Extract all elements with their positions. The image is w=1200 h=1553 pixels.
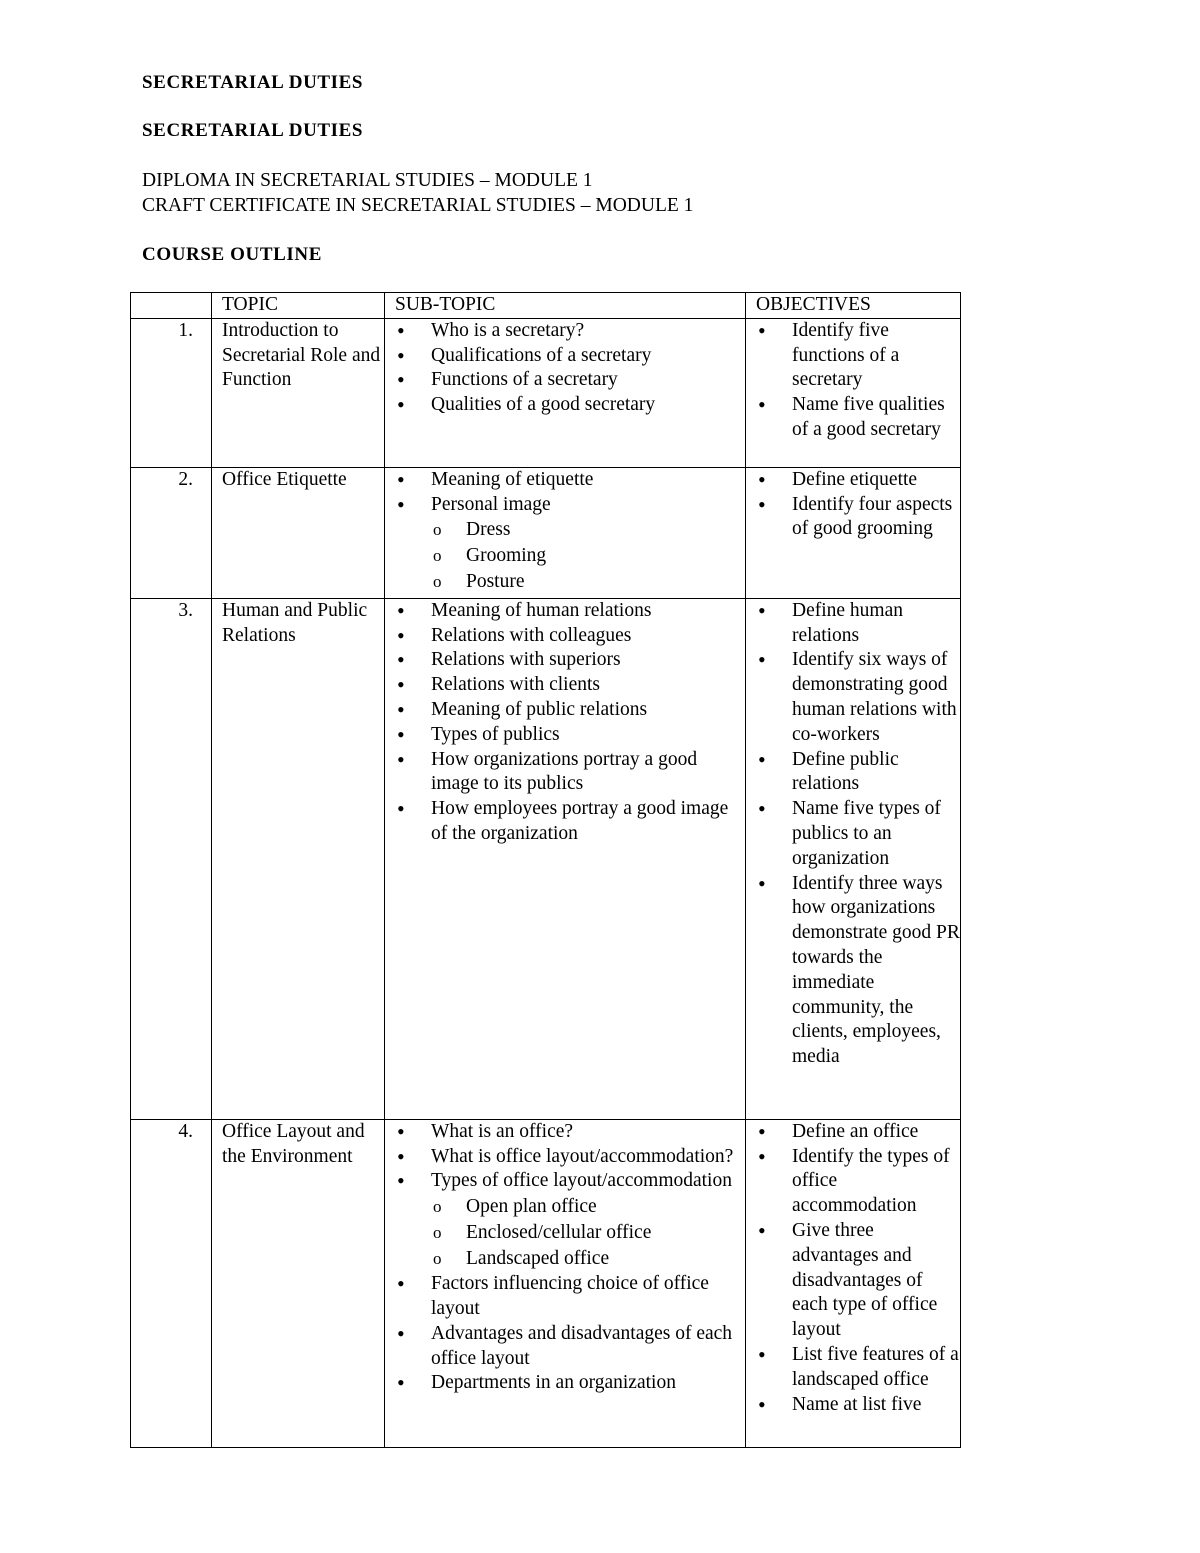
sub-subtopic-item: o Open plan office (395, 1194, 745, 1220)
objective-item: • Identify five functions of a secretary (756, 319, 960, 393)
subtopic-item: • Relations with superiors (395, 648, 745, 673)
subtopic-item: • Functions of a secretary (395, 368, 745, 393)
row-objectives (746, 318, 961, 467)
objective-item: • Identify the types of office accommodation (756, 1145, 960, 1219)
subtopic-item: • Meaning of public relations (395, 698, 745, 723)
sub-subtopic-item: o Dress (395, 517, 745, 543)
subtopic-item: • Meaning of human relations (395, 599, 745, 624)
row-objectives (746, 598, 961, 1119)
header-topic: TOPIC (212, 293, 385, 319)
subtopic-item: • Advantages and disadvantages of each office layout (395, 1322, 745, 1372)
subtopic-item: • Relations with clients (395, 673, 745, 698)
row-objectives (746, 467, 961, 598)
subtopic-item-label: Personal image (431, 493, 551, 515)
subtopic-item: • Types of publics (395, 723, 745, 748)
row-topic: Office Etiquette (212, 467, 385, 598)
program-line-craft: CRAFT CERTIFICATE IN SECRETARIAL STUDIES – MODULE 1 (142, 195, 694, 216)
subtopic-item: • What is office layout/accommodation? (395, 1145, 745, 1170)
objective-item: • Give three advantages and disadvantages of each type of office layout (756, 1219, 960, 1343)
row-topic: Office Layout and the Environment (212, 1119, 385, 1447)
table-header-row (131, 293, 961, 319)
subtopic-item: • Types of office layout/accommodation (395, 1169, 745, 1194)
objective-item: • Name five types of publics to an organization (756, 797, 960, 871)
subtopic-item: • Relations with colleagues (395, 624, 745, 649)
row-topic: Human and Public Relations (212, 598, 385, 1119)
subtopic-item: • Qualifications of a secretary (395, 344, 745, 369)
sub-subtopic-item: o Landscaped office (395, 1246, 745, 1272)
program-line-diploma: DIPLOMA IN SECRETARIAL STUDIES – MODULE 1 (142, 170, 593, 191)
objective-item: • Identify six ways of demonstrating good human relations with co-workers (756, 648, 960, 747)
subtopic-item: • Departments in an organization (395, 1371, 745, 1396)
sub-subtopic-item: o Grooming (395, 543, 745, 569)
subtopic-item (395, 493, 745, 518)
header-subtopic: SUB-TOPIC (385, 293, 746, 319)
row-subtopics (385, 1119, 746, 1447)
subtopic-item: • Factors influencing choice of office layout (395, 1272, 745, 1322)
header-number (131, 293, 212, 319)
subtopic-item: • Who is a secretary? (395, 319, 745, 344)
table-row (131, 467, 961, 598)
row-subtopics (385, 318, 746, 467)
objective-item: • Define an office (756, 1120, 960, 1145)
subtopic-item: • Qualities of a good secretary (395, 393, 745, 418)
table-row (131, 1119, 961, 1447)
document-subtitle: SECRETARIAL DUTIES (142, 120, 364, 141)
objective-item: • Name five qualities of a good secretary (756, 393, 960, 443)
subtopic-item: • What is an office? (395, 1120, 745, 1145)
header-objectives: OBJECTIVES (746, 293, 961, 319)
row-subtopics (385, 467, 746, 598)
subtopic-item: • Meaning of etiquette (395, 468, 745, 493)
objective-item: • Define human relations (756, 599, 960, 649)
row-objectives (746, 1119, 961, 1447)
objective-item: • Define etiquette (756, 468, 960, 493)
objective-item: • Name at list five (756, 1393, 960, 1418)
course-outline-table (130, 292, 961, 1448)
row-number: 4. (131, 1119, 212, 1447)
sub-subtopic-item: o Enclosed/cellular office (395, 1220, 745, 1246)
subtopic-item: • How organizations portray a good image to its publics (395, 748, 745, 798)
row-number: 3. (131, 598, 212, 1119)
table-row (131, 318, 961, 467)
row-number: 2. (131, 467, 212, 598)
row-topic: Introduction to Secretarial Role and Function (212, 318, 385, 467)
table-row (131, 598, 961, 1119)
document-title: SECRETARIAL DUTIES (142, 72, 364, 93)
objective-item: • Identify three ways how organizations demonstrate good PR towards the immediate community, the clients, employees, media (756, 872, 960, 1070)
section-title: COURSE OUTLINE (142, 244, 322, 265)
row-number: 1. (131, 318, 212, 467)
objective-item: • Identify four aspects of good grooming (756, 493, 960, 543)
sub-subtopic-item: o Posture (395, 569, 745, 595)
subtopic-item: • How employees portray a good image of the organization (395, 797, 745, 847)
objective-item: • Define public relations (756, 748, 960, 798)
objective-item: • List five features of a landscaped office (756, 1343, 960, 1393)
row-subtopics (385, 598, 746, 1119)
